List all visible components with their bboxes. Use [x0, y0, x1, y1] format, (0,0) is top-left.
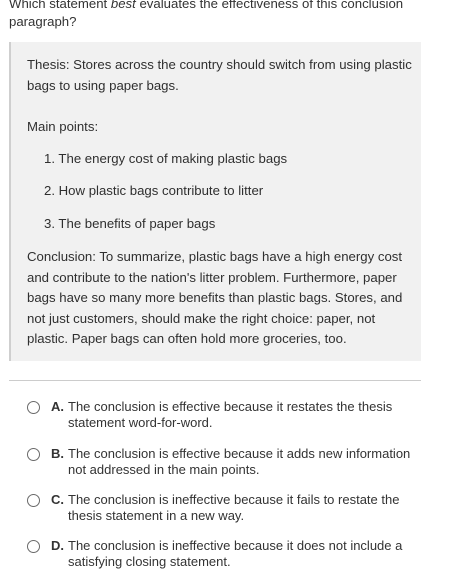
question-emphasis: best — [110, 0, 136, 11]
main-points-label: Main points: — [27, 119, 99, 134]
question-prefix: Which statement — [9, 0, 111, 11]
question-suffix: evaluates the effectiveness of this conclusion paragraph? — [9, 0, 404, 29]
radio-button-icon[interactable] — [27, 448, 40, 461]
divider — [9, 380, 421, 381]
choice-letter: A. — [51, 399, 64, 414]
radio-button-icon[interactable] — [27, 401, 40, 414]
radio-button-icon[interactable] — [27, 540, 40, 553]
radio-button-icon[interactable] — [27, 494, 40, 507]
choice-text: The conclusion is effective because it adds new information not addressed in the main points. — [68, 446, 411, 477]
passage-box — [9, 42, 421, 361]
choice-text: The conclusion is ineffective because it does not include a satisfying closing statement. — [68, 538, 403, 569]
choice-letter: D. — [51, 538, 64, 553]
main-point-item: 2. How plastic bags contribute to litter — [44, 183, 264, 198]
choice-letter: C. — [51, 492, 64, 507]
choice-letter: B. — [51, 446, 64, 461]
conclusion-text: Conclusion: To summarize, plastic bags have a high energy cost and contribute to the nation's litter problem. Furthermore, paper bags have so many more benefits than plastic bags. Stores, and not just customers, should make the right choice: paper, not plastic. Paper bags can often hold more groceries, too. — [27, 249, 403, 346]
question-prompt — [9, 0, 449, 31]
main-point-item: 3. The benefits of paper bags — [44, 216, 216, 231]
thesis-text: Thesis: Stores across the country should switch from using plastic bags to using paper bags. — [27, 57, 412, 93]
main-point-item: 1. The energy cost of making plastic bags — [44, 151, 288, 166]
choice-text: The conclusion is ineffective because it fails to restate the thesis statement in a new way. — [68, 492, 400, 523]
choice-text: The conclusion is effective because it restates the thesis statement word-for-word. — [68, 399, 393, 430]
